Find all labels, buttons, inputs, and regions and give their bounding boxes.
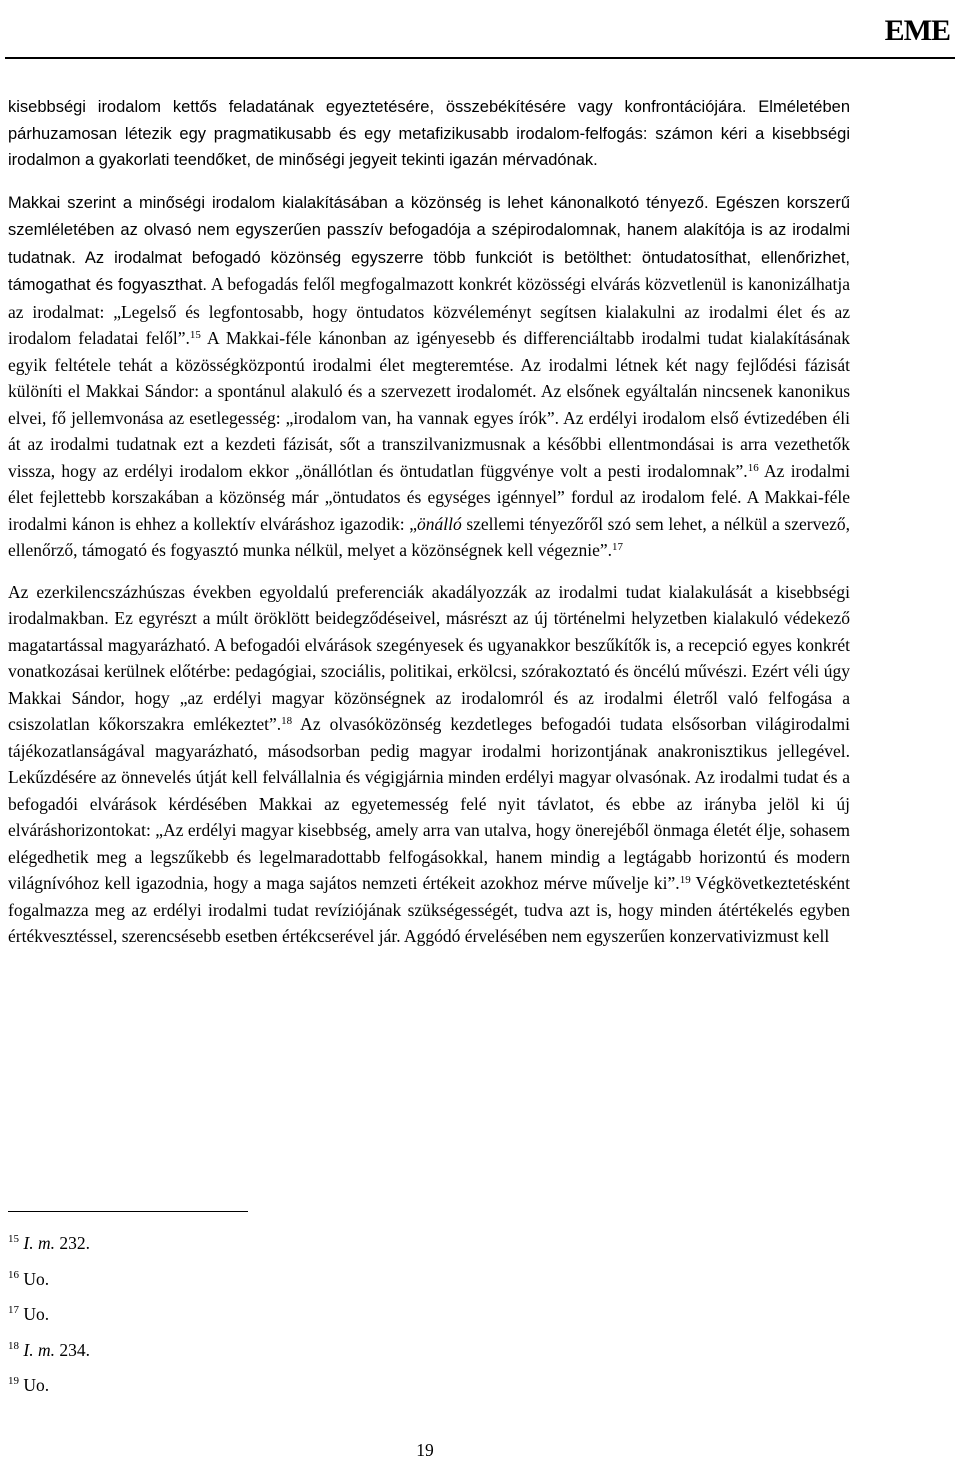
footnote (8, 1372, 90, 1408)
paragraph-2-sans-run: Makkai szerint a minőségi irodalom kialakításában a közönség is lehet kánonalkotó tényező. Egészen korszerű szemléletében az olvasó nem egyszerűen passzív befogadója a szépirodalomnak, hanem alakítója is az irodalmi tudatnak. Az irodalmat befogadó közönség egyszerre több funkciót is betölthet: öntudatosíthat, ellenőrizhet, támogathat és fogyaszthat. (8, 193, 850, 294)
footnote-text: 234. (54, 1339, 90, 1360)
footnote-number: 17 (8, 1304, 19, 1316)
footnote-ref[interactable]: 18 (281, 715, 293, 727)
footnote-ref[interactable]: 16 (747, 461, 759, 474)
paragraph-3-text-c: Végkövetkeztetésként fogalmazza meg az erdélyi irodalmi tudat revíziójának szükségességét, tudva azt is, hogy minden átértékelés egyben értékvesztéssel, szerencsésebb esetben értékcserével jár. Aggódó érvelésében nem egyszerűen konzervativizmust kell (8, 873, 851, 946)
paragraph-1: kisebbségi irodalom kettős feladatának egyeztetésére, összebékítésére vagy konfrontációjára. Elméletében párhuzamosan létezik egy pragmatikusabb és egy metafizikusabb irodalom-felfogás: számon kéri a kisebbségi irodalmon a gyakorlati teendőket, de minőségi jegyeit tekinti igazán mérvadónak. (8, 98, 850, 169)
footnote-ref-abbrev: I. m. (23, 1233, 55, 1253)
paragraph-2-text-d: szellemi tényezőről szó sem lehet, a nélkül a szervező, ellenőrző, támogató és fogyasztó munka nélkül, melyet a közönségnek kell végeznie”. (8, 513, 850, 560)
paragraph-3-text-a: Az ezerkilencszázhúszas években egyoldalú preferenciák akadályozzák az irodalmi tudat kialakulását a kisebbségi irodalmakban. Ez egyrészt a múlt öröklött beidegződéseivel, másrészt az új történelmi helyzetben kialakuló védekező magatartással magyarázható. A befogadói elvárások szegényesek és ugyanakkor beszűkítők is, a recepció egyes konkrét vonatkozásai kerülnek előtérbe: pedagógiai, szociális, politikai, erkölcsi, szórakoztató és öncélú művészi. Ezért véli úgy Makkai Sándor, hogy „az erdélyi magyar közönségnek az irodalomról és az irodalmi életről való felfogása a csiszolatlan kőkorszakra emlékeztet”. (8, 581, 850, 734)
footnote-number: 16 (8, 1268, 19, 1281)
footnote (8, 1230, 90, 1266)
footnote-text: 232. (54, 1233, 90, 1253)
header-rule (5, 57, 955, 59)
paragraph-3 (8, 579, 850, 950)
publisher-logo: EME (884, 14, 950, 47)
paragraph-2-text-c: Az irodalmi élet fejlettebb korszakában a közönség már „öntudatos és egységes igénnyel” fordul az irodalom felé. A Makkai-féle irodalmi kánon is ehhez a kollektív elváráshoz igazodik: „ (8, 460, 850, 534)
footnote-ref[interactable]: 15 (189, 329, 201, 341)
footnote-text: Uo. (23, 1375, 50, 1395)
footnote-ref[interactable]: 19 (679, 874, 691, 886)
footnote-number: 19 (8, 1375, 19, 1387)
footnote-text: Uo. (23, 1268, 50, 1289)
paragraph-2-text-b: A Makkai-féle kánonban az igényesebb és differenciáltabb irodalmi tudat kialakításának egyik feltétele tehát a közösségközpontú irodalmi élet megteremtése. Az irodalmi létnek két nagy fejlődési fázisát különíti el Makkai Sándor: a spontánul alakuló és a szervezett irodalomét. Az elsőnek egyáltalán nincsenek kanonikus elvei, fő jellemvonása az esetlegesség: „irodalom van, ha vannak egyes írók”. Az erdélyi irodalom első évtizedében éli át az irodalmi tudatnak ezt a kezdeti fázisát, sőt a transzilvanizmusnak a későbbi ellentmondásai is arra vezethetők vissza, hogy az erdélyi irodalom ekkor „önállótlan és öntudatlan függvénye volt a pesti irodalomnak”. (8, 328, 850, 481)
paragraph-2 (8, 189, 850, 564)
main-text (8, 94, 850, 950)
page-number: 19 (416, 1440, 434, 1460)
footnote (8, 1337, 90, 1373)
footnote-number: 15 (8, 1233, 19, 1245)
paragraph-3-text-b: Az olvasóközönség kezdetleges befogadói tudata elsősorban világirodalmi tájékozatlanságával magyarázható, másodsorban pedig magyar irodalmi horizontjának anakronisztikus jellegével. Lekűzdésére az önnevelés útját kell felvállalnia és végigjárnia minden erdélyi magyar olvasónak. Az irodalmi tudat és a befogadói elvárások kérdésében Makkai az egyetemesség felé nyit távlatot, és ebbe az irányba jelöl ki új elváráshorizontokat: „Az erdélyi magyar kisebbség, amely arra van utalva, hogy önerejéből önmaga életét élje, sohasem elégedhetik meg a legszűkebb és legelmaradottabb felfogásokkal, hanem mindig a legtágabb horizontú és modern világnívóhoz kell igazodnia, hogy a maga sajátos nemzeti értékeit azokhoz mérve művelje ki”. (8, 714, 850, 893)
footnote-separator (8, 1211, 248, 1212)
footnote (8, 1301, 90, 1337)
footnote-text: Uo. (23, 1304, 50, 1324)
footnote (8, 1266, 90, 1302)
footnote-number: 18 (8, 1339, 19, 1352)
footnote-ref[interactable]: 17 (612, 541, 624, 553)
footnote-ref-abbrev: I. m. (23, 1339, 55, 1360)
paragraph-2-text-a: A befogadás felől megfogalmazott konkrét közösségi elvárás közvetlenül is kanonizálhatja az irodalmat: „Legelső és legfontosabb, hogy öntudatos közvéleményt segítsen kialakulni az irodalmi élet és az irodalom feladatai felől”. (8, 274, 851, 348)
emphasis: önálló (416, 513, 462, 534)
footnotes (8, 1230, 90, 1408)
